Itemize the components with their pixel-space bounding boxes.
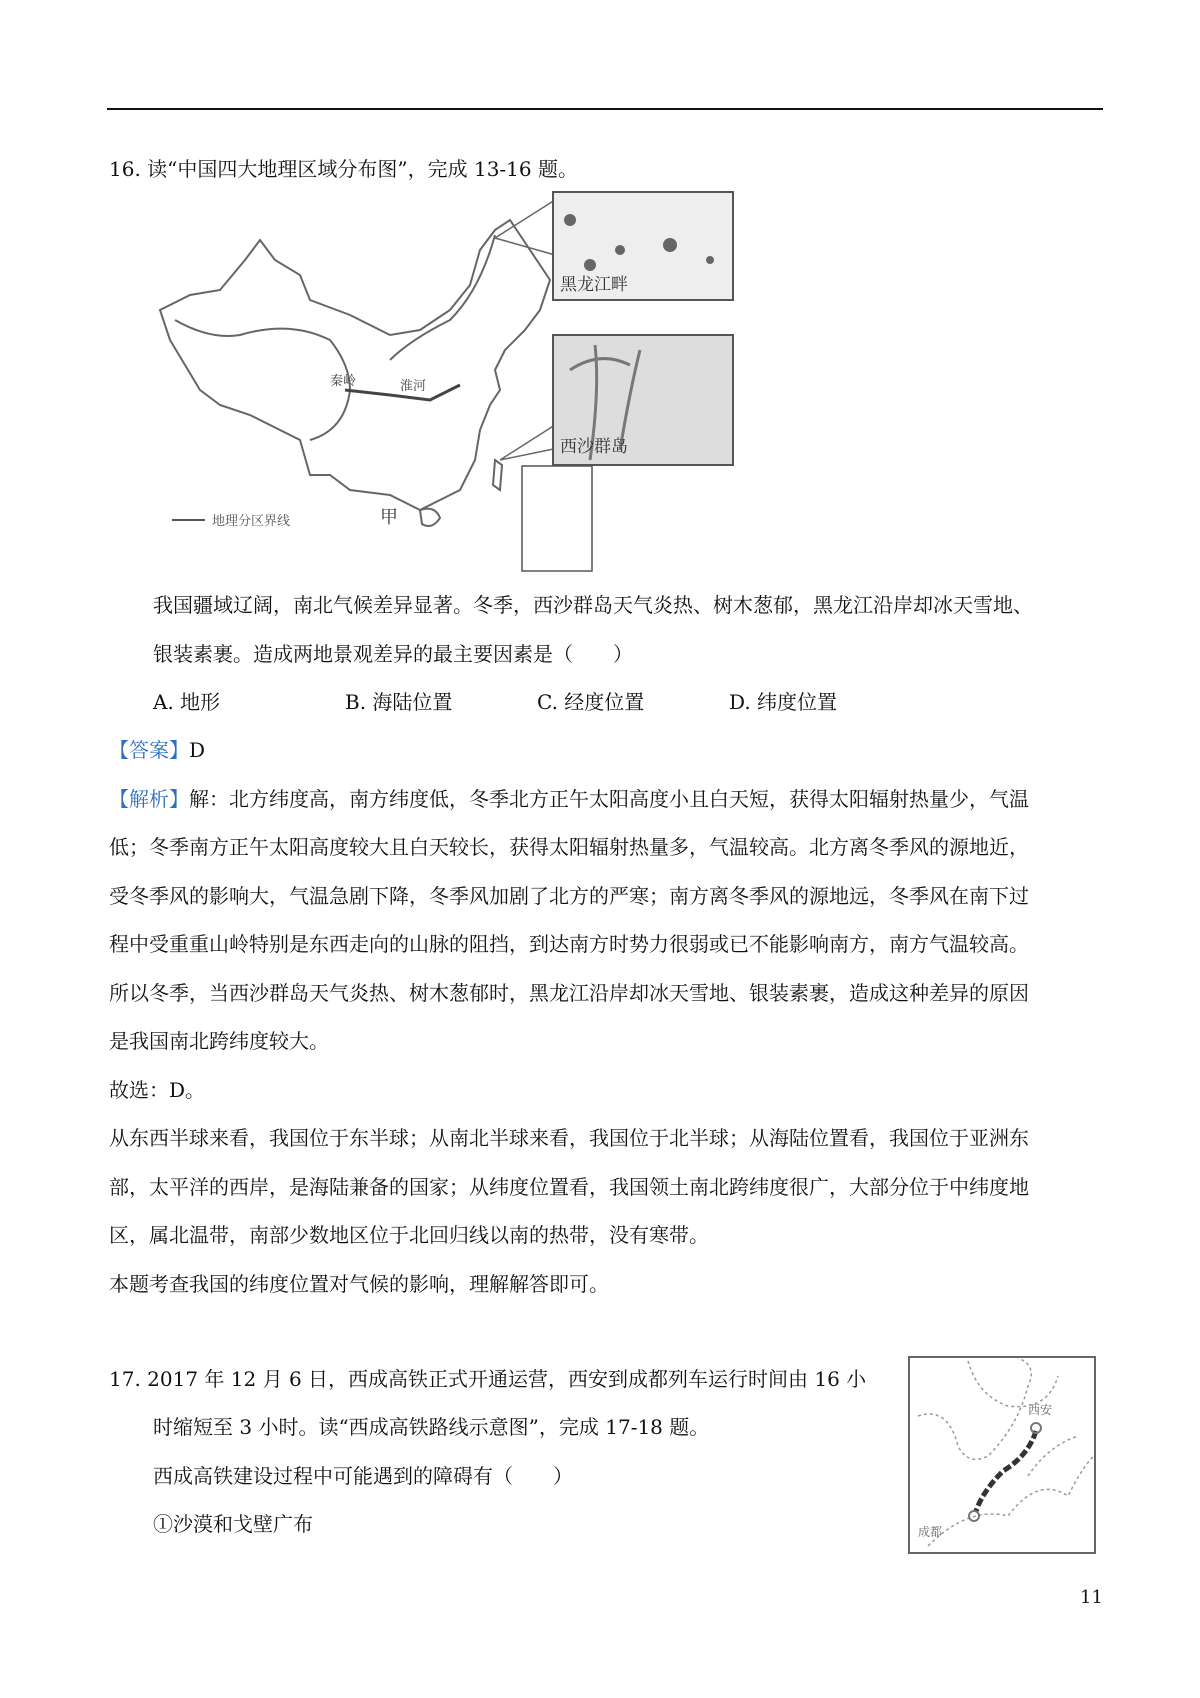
analysis-line-8: 从东西半球来看，我国位于东半球；从南北半球来看，我国位于北半球；从海陆位置看，我国位于亚洲东 — [109, 1126, 1029, 1150]
q16-options — [153, 689, 921, 715]
analysis-line-7: 故选：D。 — [109, 1078, 206, 1102]
analysis-line-1 — [109, 786, 1029, 812]
q17-line-3: 西成高铁建设过程中可能遇到的障碍有（ ） — [153, 1464, 573, 1488]
q16-question-line-2: 银装素裹。造成两地景观差异的最主要因素是（ ） — [153, 642, 633, 666]
analysis-line-2: 低；冬季南方正午太阳高度较大且白天较长，获得太阳辐射热量多，气温较高。北方离冬季风的源地近， — [109, 835, 1029, 859]
analysis-tag: 【解析】 — [109, 787, 189, 811]
option-d[interactable]: D. 纬度位置 — [729, 690, 838, 714]
q17-option-1[interactable]: ①沙漠和戈壁广布 — [153, 1512, 313, 1536]
south-sea-inset — [522, 466, 592, 571]
option-b[interactable]: B. 海陆位置 — [345, 690, 453, 714]
option-a[interactable]: A. 地形 — [153, 690, 221, 714]
answer-value: D — [189, 738, 206, 762]
label-heilongjiang: 黑龙江畔 — [560, 275, 628, 295]
hainan — [420, 509, 440, 526]
analysis-line-3: 受冬季风的影响大，气温急剧下降，冬季风加剧了北方的严寒；南方离冬季风的源地远，冬季风在南下过 — [109, 884, 1029, 908]
answer-line — [109, 737, 205, 763]
q17-line-2: 时缩短至 3 小时。读“西成高铁路线示意图”，完成 17-18 题。 — [153, 1415, 710, 1439]
analysis-text: 解：北方纬度高，南方纬度低，冬季北方正午太阳高度小且白天短，获得太阳辐射热量少，气温 — [189, 787, 1029, 811]
label-jia: 甲 — [380, 507, 398, 528]
header-rule — [107, 108, 1103, 110]
label-xian: 西安 — [1028, 1403, 1053, 1417]
analysis-line-9: 部，太平洋的西岸，是海陆兼备的国家；从纬度位置看，我国领土南北跨纬度很广，大部分位于中纬度地 — [109, 1175, 1029, 1199]
label-chengdu: 成都 — [918, 1525, 943, 1539]
q16-question-line-1: 我国疆域辽阔，南北气候差异显著。冬季，西沙群岛天气炎热、树木葱郁，黑龙江沿岸却冰天雪地、 — [153, 593, 1033, 617]
legend-label: 地理分区界线 — [212, 514, 291, 529]
xicheng-railway-map — [908, 1356, 1096, 1554]
china-outline — [160, 220, 550, 510]
china-regions-map — [150, 190, 740, 575]
analysis-line-11: 本题考查我国的纬度位置对气候的影响，理解解答即可。 — [109, 1272, 609, 1296]
label-xisha: 西沙群岛 — [560, 437, 628, 457]
answer-tag: 【答案】 — [109, 738, 189, 762]
analysis-line-4: 程中受重重山岭特别是东西走向的山脉的阻挡，到达南方时势力很弱或已不能影响南方，南方气温较高。 — [109, 932, 1029, 956]
page-number: 11 — [1080, 1587, 1103, 1608]
option-c[interactable]: C. 经度位置 — [537, 690, 645, 714]
taiwan — [493, 460, 502, 490]
analysis-line-5: 所以冬季，当西沙群岛天气炎热、树木葱郁时，黑龙江沿岸却冰天雪地、银装素裹，造成这种差异的原因 — [109, 981, 1029, 1005]
label-qinling: 秦岭 — [330, 374, 357, 389]
analysis-line-10: 区，属北温带，南部少数地区位于北回归线以南的热带，没有寒带。 — [109, 1223, 709, 1247]
label-huaihe: 淮河 — [400, 379, 427, 394]
analysis-line-6: 是我国南北跨纬度较大。 — [109, 1029, 329, 1053]
q17-line-1: 17. 2017 年 12 月 6 日，西成高铁正式开通运营，西安到成都列车运行时间由 16 小 — [109, 1367, 867, 1391]
q16-stem: 16. 读“中国四大地理区域分布图”，完成 13-16 题。 — [109, 157, 578, 181]
